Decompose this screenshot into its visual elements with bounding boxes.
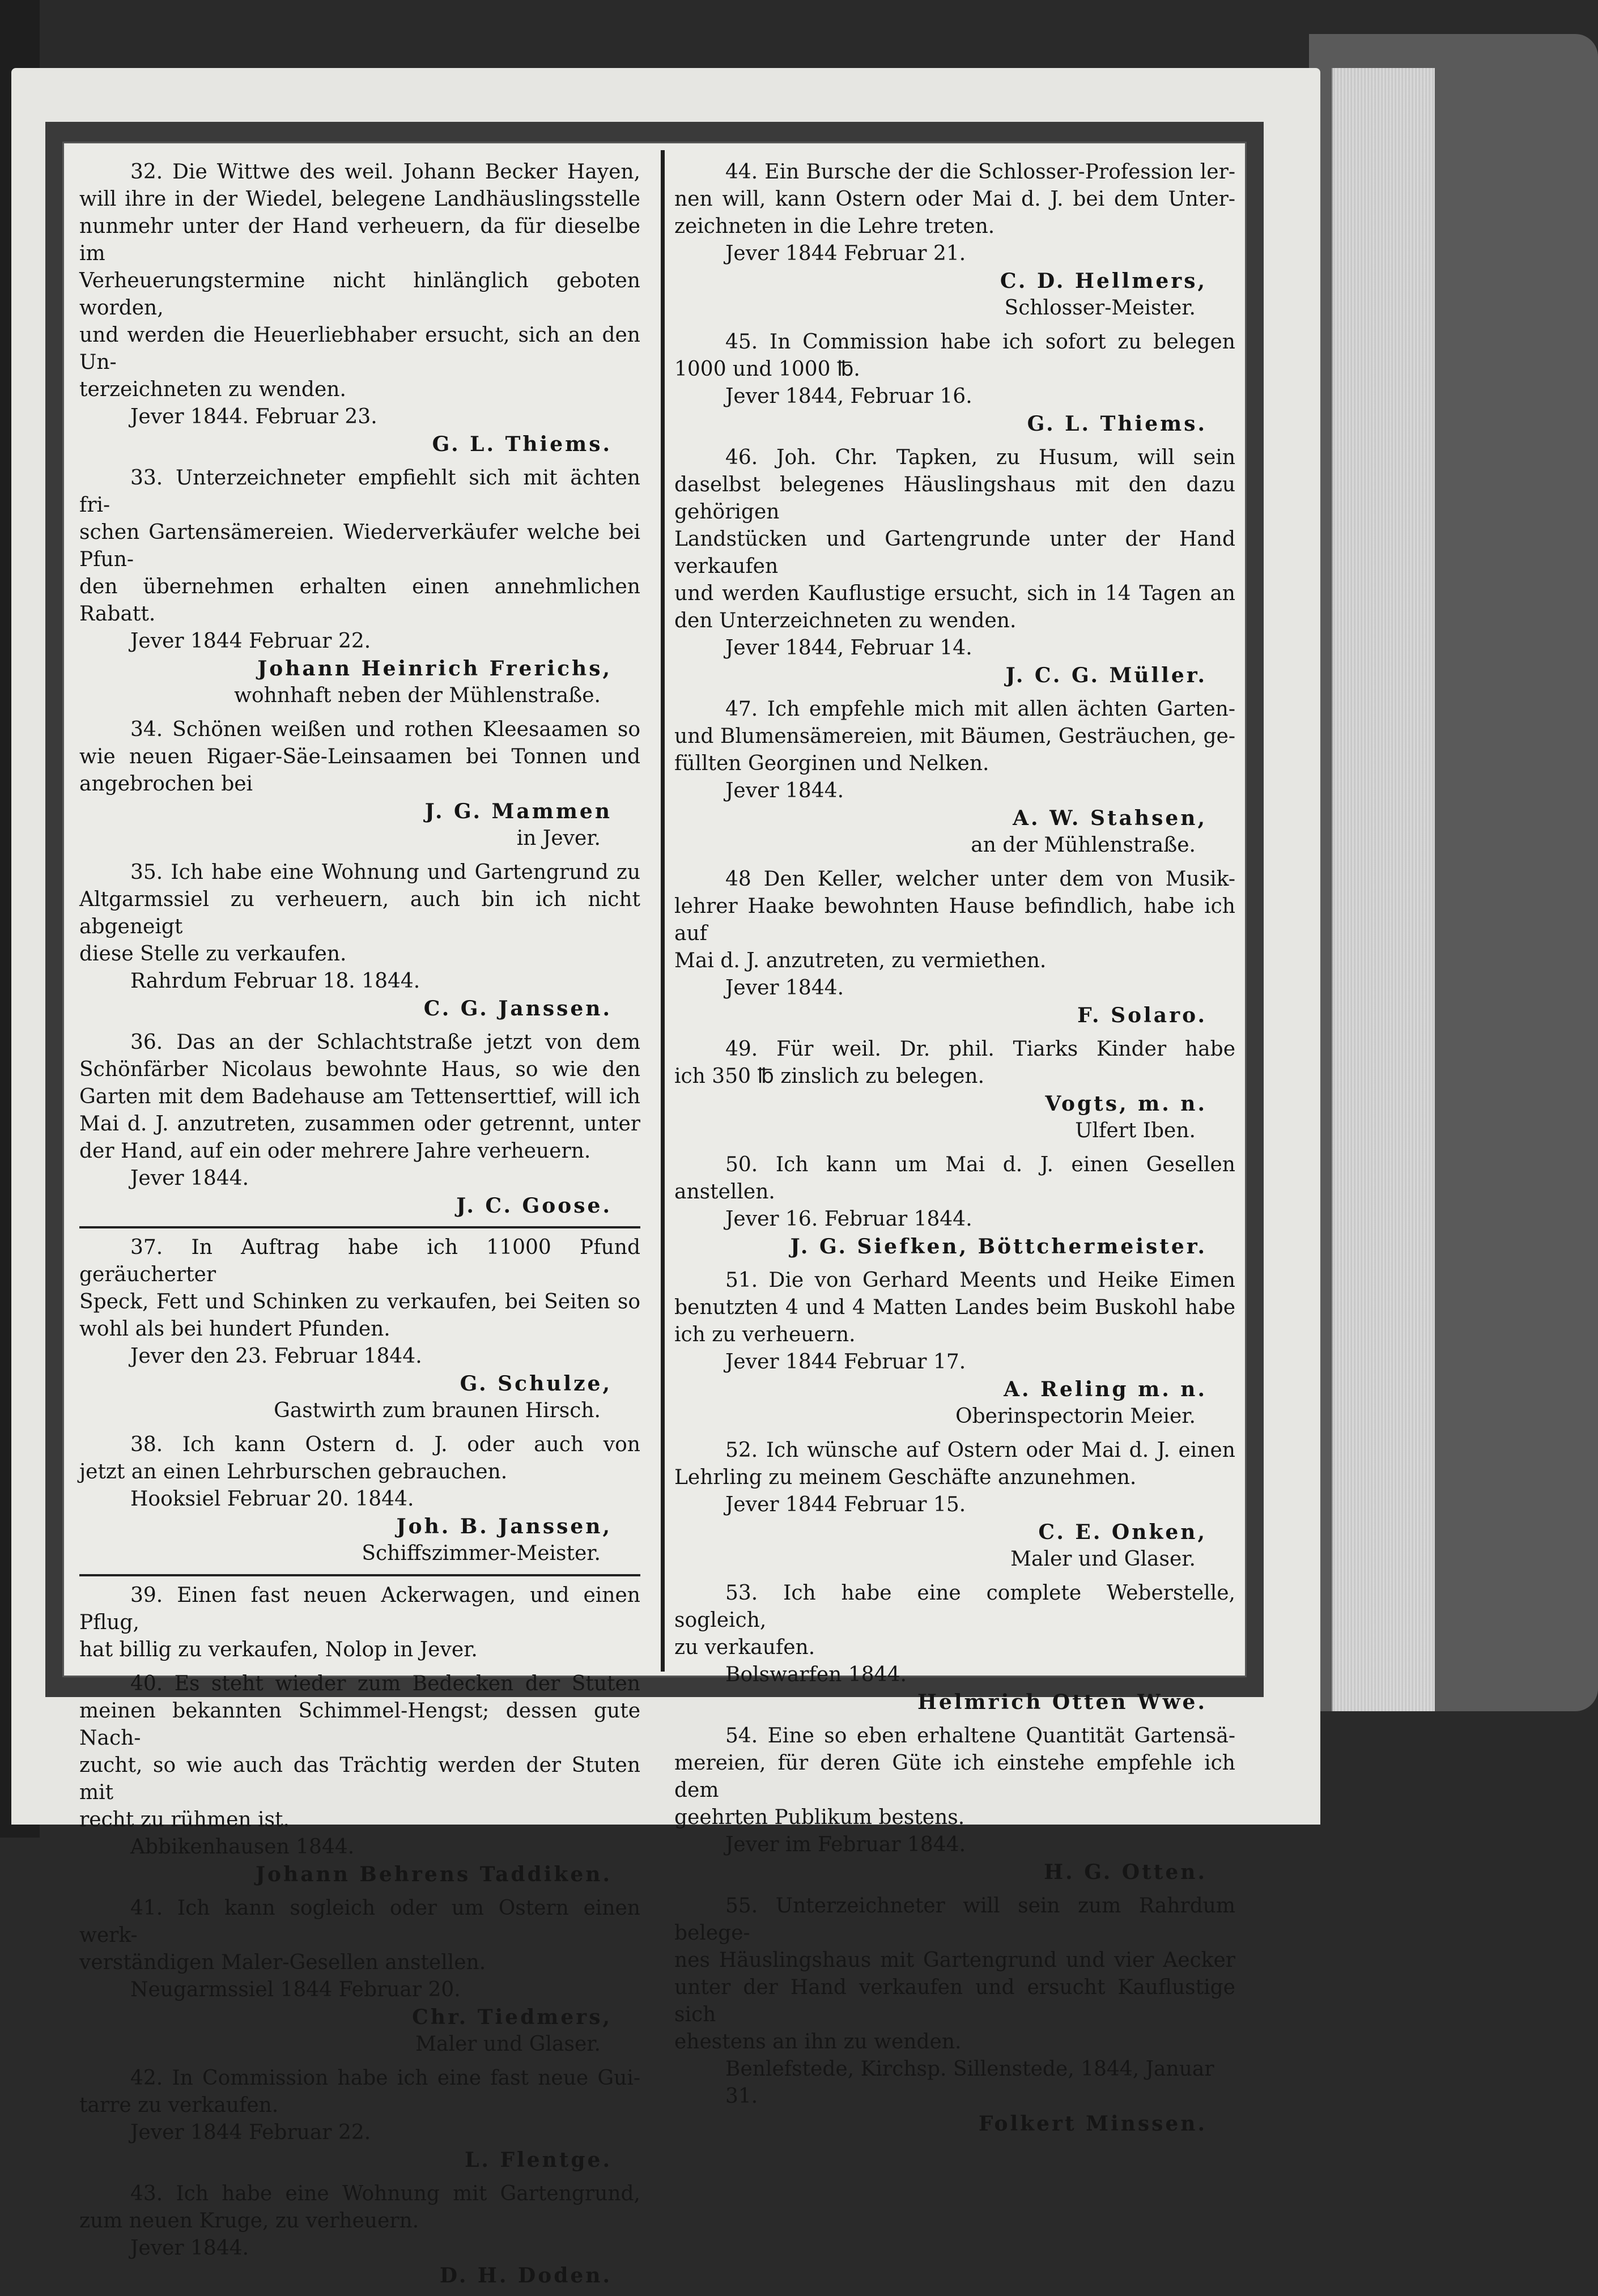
ad-signature: Vogts, m. n. [1045,1092,1207,1116]
ad-text-line: Mai d. J. anzutreten, zusammen oder getrennt, unter [79,1112,640,1136]
ad-text-line: nes Häuslingshaus mit Gartengrund und vier Aecker [674,1949,1235,1972]
advertisement [674,1151,1235,1260]
ad-signature: Schiffszimmer-Meister. [362,1542,601,1565]
advertisement [674,159,1235,322]
ad-text-line: 34. Schönen weißen und rothen Kleesaamen so [130,718,640,741]
advertisement [79,2180,640,2289]
ad-text-line: 49. Für weil. Dr. phil. Tiarks Kinder habe [725,1038,1235,1061]
advertisement [674,866,1235,1029]
ad-text-line: terzeichneten zu wenden. [79,378,346,401]
ad-date: Jever 1844 Februar 22. [130,630,371,653]
ad-signature: J. G. Mammen [424,800,612,823]
ad-text-line: Lehrling zu meinem Geschäfte anzunehmen. [674,1466,1137,1489]
ad-date: Jever 1844. [725,779,844,802]
advertisement [79,859,640,1022]
ad-text-line: ehestens an ihn zu wenden. [674,2030,962,2053]
ad-text-line: 32. Die Wittwe des weil. Johann Becker Hayen, [130,160,640,184]
ad-signature: Ulfert Iben. [1075,1119,1196,1142]
ad-signature: an der Mühlenstraße. [971,834,1196,857]
ad-text-line: 41. Ich kann sogleich oder um Ostern einen werk- [79,1897,640,1947]
ad-signature: A. Reling m. n. [1004,1377,1207,1401]
advertisement [79,1895,640,2058]
ad-text-line: den übernehmen erhalten einen annehmlichen Rabatt. [79,575,640,626]
ad-signature: Folkert Minssen. [978,2112,1207,2136]
ad-text-line: 40. Es steht wieder zum Bedecken der Stuten [130,1672,640,1695]
ad-signature: G. L. Thiems. [1027,412,1207,436]
ad-text-line: zucht, so wie auch das Trächtig werden der Stuten mit [79,1754,640,1804]
ad-text-line: 33. Unterzeichneter empfiehlt sich mit ächten fri- [79,466,640,517]
ad-text-line: 53. Ich habe eine complete Weberstelle, sogleich, [674,1581,1235,1632]
ad-text-line: Landstücken und Gartengrunde unter der Hand verkaufen [674,528,1235,578]
ad-text-line: 47. Ich empfehle mich mit allen ächten Garten- [725,698,1235,721]
ad-text-line: daselbst belegenes Häuslingshaus mit den dazu gehörigen [674,473,1235,524]
ad-text-line: Garten mit dem Badehause am Tettenserttief, will ich [79,1085,640,1108]
ad-signature: J. C. Goose. [456,1194,612,1218]
ad-date: Bolswarfen 1844. [725,1663,907,1686]
ad-text-line: hat billig zu verkaufen, Nolop in Jever. [79,1638,478,1661]
ad-signature: Johann Behrens Taddiken. [255,1863,612,1886]
ad-signature: D. H. Doden. [439,2264,612,2288]
ad-text-line: 1000 und 1000 ℔. [674,358,860,381]
ad-text-line: anstellen. [674,1180,775,1204]
ad-text-line: und werden Kauflustige ersucht, sich in 14 Tagen an [674,582,1235,605]
ad-text-line: diese Stelle zu verkaufen. [79,942,347,966]
ad-signature: Maler und Glaser. [1010,1547,1196,1571]
ad-text-line: schen Gartensämereien. Wiederverkäufer welche bei Pfun- [79,521,640,571]
ad-signature: Oberinspectorin Meier. [955,1405,1196,1428]
ad-signature: C. E. Onken, [1038,1520,1207,1544]
ad-signature: J. C. G. Müller. [1005,664,1207,687]
right-column [674,159,1235,2144]
advertisement [674,1580,1235,1716]
ad-date: Jever 1844 Februar 22. [130,2121,371,2144]
ad-text-line: ich 350 ℔ zinslich zu belegen. [674,1065,985,1088]
ad-text-line: und werden die Heuerliebhaber ersucht, sich an den Un- [79,324,640,374]
ad-text-line: füllten Georginen und Nelken. [674,752,989,775]
advertisement [79,465,640,709]
ad-text-line: 37. In Auftrag habe ich 11000 Pfund geräucherter [79,1236,640,1286]
ad-text-line: 44. Ein Bursche der die Schlosser-Profession ler- [725,160,1235,184]
ad-signature: C. D. Hellmers, [1000,269,1207,293]
ad-text-line: zeichneten in die Lehre treten. [674,215,995,238]
advertisement [79,1234,640,1425]
ad-text-line: wohl als bei hundert Pfunden. [79,1317,390,1341]
ad-text-line: 55. Unterzeichneter will sein zum Rahrdum belege- [674,1894,1235,1945]
ad-text-line: 54. Eine so eben erhaltene Quantität Gartensä- [725,1724,1235,1747]
ad-text-line: Altgarmssiel zu verheuern, auch bin ich nicht abgeneigt [79,888,640,938]
advertisement [674,1893,1235,2137]
ad-date: Benlefstede, Kirchsp. Sillenstede, 1844, Januar 31. [725,2057,1214,2108]
page-edges [1332,68,1435,1711]
left-column [79,159,640,2296]
ad-text-line: 45. In Commission habe ich sofort zu belegen [725,330,1235,354]
ad-signature: Gastwirth zum braunen Hirsch. [274,1399,601,1422]
ad-signature: H. G. Otten. [1044,1860,1207,1884]
advertisement [674,1267,1235,1430]
ad-text-line: 46. Joh. Chr. Tapken, zu Husum, will sein [725,446,1235,469]
ad-text-line: mereien, für deren Güte ich einstehe empfehle ich dem [674,1751,1235,1802]
ad-text-line: zum neuen Kruge, zu verheuern. [79,2209,419,2233]
ad-signature: A. W. Stahsen, [1013,806,1207,830]
ad-text-line: 42. In Commission habe ich eine fast neue Gui- [130,2067,640,2090]
ad-signature: G. L. Thiems. [432,432,612,456]
ad-signature: L. Flentge. [465,2148,612,2172]
ad-text-line: meinen bekannten Schimmel-Hengst; dessen gute Nach- [79,1699,640,1750]
ad-date: Jever 16. Februar 1844. [725,1207,972,1231]
ad-text-line: 43. Ich habe eine Wohnung mit Gartengrund, [130,2182,640,2205]
advertisement [79,159,640,458]
ad-date: Neugarmssiel 1844 Februar 20. [130,1978,461,2001]
advertisement [79,1670,640,1888]
separator-rule [79,1226,640,1228]
ad-text-line: nen will, kann Ostern oder Mai d. J. bei dem Unter- [674,188,1235,211]
ad-date: Jever 1844, Februar 16. [725,385,972,408]
advertisement [674,444,1235,689]
advertisement [79,1029,640,1219]
ad-text-line: angebrochen bei [79,772,253,796]
ad-date: Jever 1844 Februar 15. [725,1493,966,1516]
ad-date: Abbikenhausen 1844. [130,1835,355,1859]
separator-rule [79,1574,640,1576]
ad-text-line: und Blumensämereien, mit Bäumen, Gesträuchen, ge- [674,725,1235,748]
ad-text-line: wie neuen Rigaer-Säe-Leinsaamen bei Tonnen und [79,745,640,768]
advertisement [79,716,640,852]
advertisement [674,1723,1235,1886]
advertisement [674,329,1235,437]
ad-date: Jever 1844 Februar 17. [725,1350,966,1374]
ad-signature: C. G. Janssen. [423,997,612,1021]
ad-text-line: ich zu verheuern. [674,1323,856,1346]
ad-text-line: Speck, Fett und Schinken zu verkaufen, bei Seiten so [79,1290,640,1313]
advertisement [79,2065,640,2174]
ad-text-line: tarre zu verkaufen. [79,2094,279,2117]
ad-text-line: 51. Die von Gerhard Meents und Heike Eimen [725,1269,1235,1292]
ad-text-line: unter der Hand verkaufen und ersucht Kauflustige sich [674,1976,1235,2026]
ad-signature: J. G. Siefken, Böttchermeister. [790,1235,1207,1258]
ad-text-line: 52. Ich wünsche auf Ostern oder Mai d. J. einen [725,1439,1235,1462]
ad-date: Jever im Februar 1844. [725,1833,966,1856]
ad-signature: G. Schulze, [460,1372,612,1396]
ad-signature: Maler und Glaser. [415,2033,601,2056]
ad-date: Jever 1844. [130,1167,249,1190]
ad-text-line: 36. Das an der Schlachtstraße jetzt von dem [130,1031,640,1054]
ad-text-line: nunmehr unter der Hand verheuern, da für dieselbe im [79,215,640,265]
ad-date: Jever 1844. [725,976,844,1000]
ad-text-line: 35. Ich habe eine Wohnung und Gartengrund zu [130,861,640,884]
ad-date: Rahrdum Februar 18. 1844. [130,970,420,993]
ad-date: Jever 1844. Februar 23. [130,405,377,428]
ad-text-line: verständigen Maler-Gesellen anstellen. [79,1951,486,1974]
ad-date: Jever 1844 Februar 21. [725,242,966,265]
ad-signature: Chr. Tiedmers, [412,2005,612,2029]
advertisement [674,1437,1235,1573]
ad-text-line: der Hand, auf ein oder mehrere Jahre verheuern. [79,1140,591,1163]
ad-text-line: Schönfärber Nicolaus bewohnte Haus, so wie den [79,1058,640,1081]
ad-signature: Joh. B. Janssen, [396,1515,612,1538]
ad-text-line: 39. Einen fast neuen Ackerwagen, und einen Pflug, [79,1584,640,1634]
ad-text-line: zu verkaufen. [674,1636,815,1659]
ad-text-line: den Unterzeichneten zu wenden. [674,609,1017,632]
ad-text-line: recht zu rühmen ist. [79,1808,290,1831]
ad-signature: in Jever. [516,827,601,850]
advertisement [674,696,1235,859]
ad-signature: F. Solaro. [1077,1004,1207,1027]
ad-text-line: Verheuerungstermine nicht hinlänglich geboten worden, [79,269,640,320]
advertisement [79,1582,640,1664]
ad-signature: Helmrich Otten Wwe. [917,1690,1207,1714]
ad-text-line: jetzt an einen Lehrburschen gebrauchen. [79,1460,508,1483]
ad-text-line: 38. Ich kann Ostern d. J. oder auch von [130,1433,640,1456]
ad-text-line: geehrten Publikum bestens. [674,1806,965,1829]
ad-text-line: benutzten 4 und 4 Matten Landes beim Buskohl habe [674,1296,1235,1319]
ad-text-line: lehrer Haake bewohnten Hause befindlich, habe ich auf [674,895,1235,945]
advertisement [79,1431,640,1567]
ad-signature: Schlosser-Meister. [1004,296,1196,320]
ad-text-line: Mai d. J. anzutreten, zu vermiethen. [674,949,1047,972]
ad-date: Jever den 23. Februar 1844. [130,1345,422,1368]
ad-text-line: 48 Den Keller, welcher unter dem von Musik- [725,868,1235,891]
column-divider [661,150,665,1672]
ad-text-line: will ihre in der Wiedel, belegene Landhäuslingsstelle [79,188,640,211]
advertisement [674,1036,1235,1145]
ad-date: Jever 1844. [130,2237,249,2260]
ad-signature: wohnhaft neben der Mühlenstraße. [234,684,601,707]
ad-date: Hooksiel Februar 20. 1844. [130,1487,414,1511]
ad-text-line: 50. Ich kann um Mai d. J. einen Gesellen [725,1153,1235,1176]
ad-signature: Johann Heinrich Frerichs, [257,657,612,681]
ad-date: Jever 1844, Februar 14. [725,636,972,660]
